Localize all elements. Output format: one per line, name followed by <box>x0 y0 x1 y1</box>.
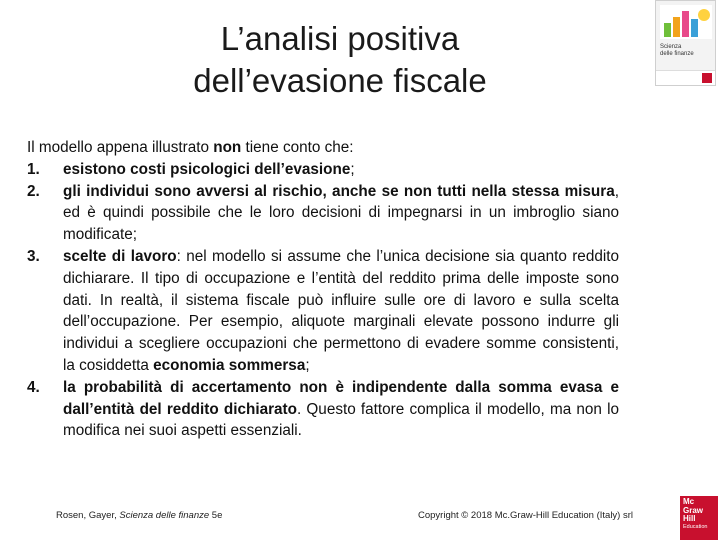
list-item-number: 2. <box>27 182 40 200</box>
list-item-bold: la probabilità di accertamento non è indipendente dalla somma evasa e dall’entità del reddito dichiarato <box>63 378 619 418</box>
list-item-number: 4. <box>27 378 40 396</box>
footer-edition: 5e <box>209 510 223 521</box>
intro-text <box>27 137 619 159</box>
list-item-bold: esistono costi psicologici dell’evasione <box>63 160 351 178</box>
logo-line-2: Graw <box>683 505 704 515</box>
cover-graphic-icon <box>660 5 712 39</box>
list-item-text: , ed è quindi possibile che le loro decisioni di impegnarsi in un imbroglio siano modificate; <box>63 182 619 244</box>
list-item-text: . Questo fattore complica il modello, ma non lo modifica nei suoi aspetti essenziali. <box>63 400 620 440</box>
logo-line-3: Hill <box>683 514 696 524</box>
list-item-number: 1. <box>27 160 40 178</box>
footer-citation <box>56 510 222 521</box>
list-item-bold: gli individui sono avversi al rischio, anche se non tutti nella stessa misura <box>63 182 615 200</box>
intro-post: tiene conto che: <box>241 139 354 156</box>
logo-line-1: Mc <box>683 497 695 506</box>
list-item-text: : nel modello si assume che l’unica decisione sia quanto reddito dichiarare. Il tipo di occupazione e l’entità del reddito prima delle imposte sono dati. In realtà, il sistema fiscale può influire sulle ore di lavoro e sulla scelta dell’occupazione. Per esempio, aliquote marginali elevate possono indurre gli individui a scegliere occupazioni che permettono di evadere somme consistenti, la cosiddetta <box>63 247 619 374</box>
list-item <box>27 377 619 442</box>
cover-publisher-mark-icon <box>702 73 712 83</box>
book-cover-thumbnail <box>655 0 716 86</box>
cover-title-line-2: delle finanze <box>660 51 694 57</box>
publisher-logo <box>680 496 718 540</box>
cover-title-line-1: Scienza <box>660 44 682 50</box>
list-item-number: 3. <box>27 247 40 265</box>
logo-line-4: Education <box>683 523 708 530</box>
title-line-1: L’analisi positiva <box>220 20 460 57</box>
slide-body <box>27 137 619 442</box>
list-item-text-2: ; <box>305 356 310 374</box>
footer-book-title: Scienza delle finanze <box>119 510 210 521</box>
list-item <box>27 181 619 246</box>
footer-authors: Rosen, Gayer, <box>56 510 120 521</box>
list-item <box>27 246 619 377</box>
title-line-2: dell’evasione fiscale <box>193 62 487 99</box>
footer-copyright: Copyright © 2018 Mc.Graw-Hill Education (Italy) srl <box>418 510 634 521</box>
list-item <box>27 159 619 181</box>
intro-bold: non <box>213 139 242 156</box>
intro-pre: Il modello appena illustrato <box>27 139 214 156</box>
list-item-bold: scelte di lavoro <box>63 247 177 265</box>
list-item-text: ; <box>350 160 355 178</box>
slide-title <box>120 18 560 102</box>
list-item-bold-2: economia sommersa <box>153 356 306 374</box>
